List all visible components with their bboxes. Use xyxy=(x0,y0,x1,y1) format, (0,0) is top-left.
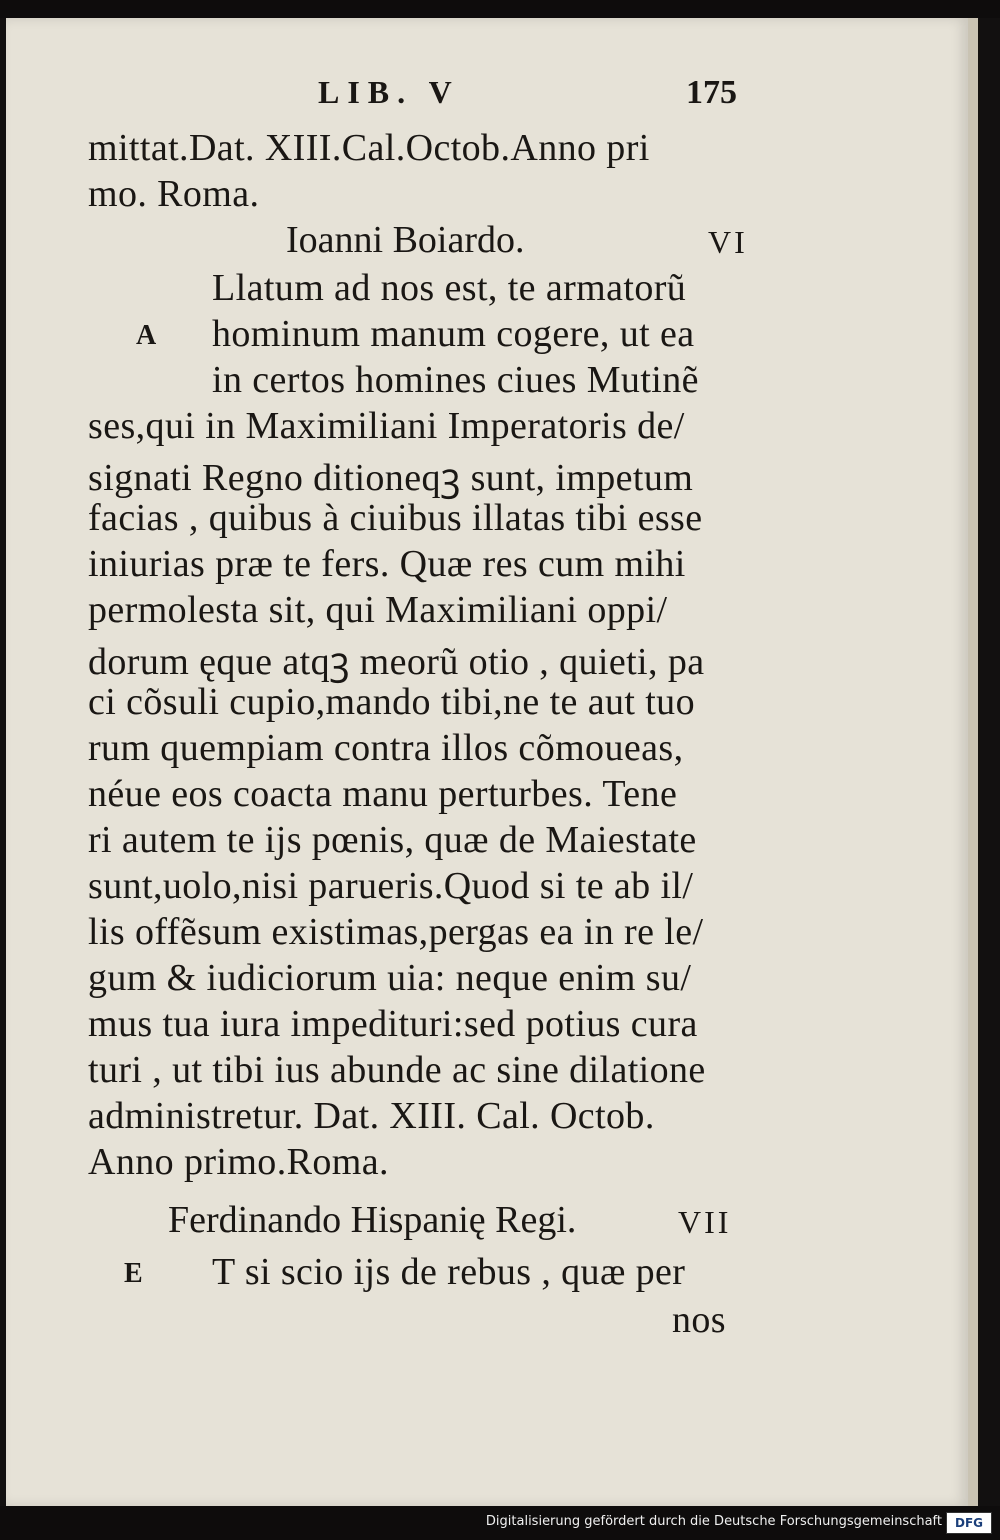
text-line: turi , ut tibi ius abunde ac sine dilatione xyxy=(88,1049,706,1091)
text-line: lis offẽsum existimas,pergas ea in re le/ xyxy=(88,911,704,953)
book-page xyxy=(6,18,978,1506)
text-line: in certos homines ciues Mutinẽ xyxy=(212,359,699,401)
text-line: dorum ęque atqꝫ meorũ otio , quieti, pa xyxy=(88,641,705,683)
text-line: facias , quibus à ciuibus illatas tibi esse xyxy=(88,497,703,539)
text-line: mittat.Dat. XIII.Cal.Octob.Anno pri xyxy=(88,127,650,169)
text-line: administretur. Dat. XIII. Cal. Octob. xyxy=(88,1095,655,1137)
text-line: rum quempiam contra illos cõmoueas, xyxy=(88,727,684,769)
text-line: sunt,uolo,nisi parueris.Quod si te ab il/ xyxy=(88,865,694,907)
scan-top-edge xyxy=(0,0,1000,18)
text-line: Anno primo.Roma. xyxy=(88,1141,389,1183)
text-line: hominum manum cogere, ut ea xyxy=(212,313,695,355)
catchword: nos xyxy=(672,1299,726,1341)
letter-heading: Ferdinando Hispanię Regi. xyxy=(168,1199,577,1241)
text-line: iniurias præ te fers. Quæ res cum mihi xyxy=(88,543,686,585)
letter-number: VII xyxy=(678,1204,732,1240)
page-number: 175 xyxy=(686,74,737,111)
text-line: mus tua iura impedituri:sed potius cura xyxy=(88,1003,698,1045)
letter-heading: Ioanni Boiardo. xyxy=(286,219,525,261)
marginal-letter: E xyxy=(124,1258,143,1289)
scan-footer xyxy=(0,1506,1000,1540)
text-line: gum & iudiciorum uia: neque enim su/ xyxy=(88,957,692,999)
text-line: T si scio ijs de rebus , quæ per xyxy=(212,1251,686,1293)
text-line: néue eos coacta manu perturbes. Tene xyxy=(88,773,678,815)
text-line: signati Regno ditioneqꝫ sunt, impetum xyxy=(88,457,694,499)
dfg-logo: DFG xyxy=(946,1512,992,1534)
text-line: Llatum ad nos est, te armatorũ xyxy=(212,267,687,309)
marginal-letter: A xyxy=(136,320,157,351)
text-line: permolesta sit, qui Maximiliani oppi/ xyxy=(88,589,668,631)
running-head: LIB. V xyxy=(318,74,460,110)
text-line: ci cõsuli cupio,mando tibi,ne te aut tuo xyxy=(88,681,695,723)
text-line: ri autem te ijs pœnis, quæ de Maiestate xyxy=(88,819,697,861)
text-line: ses,qui in Maximiliani Imperatoris de/ xyxy=(88,405,685,447)
text-line: mo. Roma. xyxy=(88,173,260,215)
letter-number: VI xyxy=(708,224,748,260)
digitization-credit: Digitalisierung gefördert durch die Deutsche Forschungsgemeinschaft xyxy=(485,1514,942,1529)
